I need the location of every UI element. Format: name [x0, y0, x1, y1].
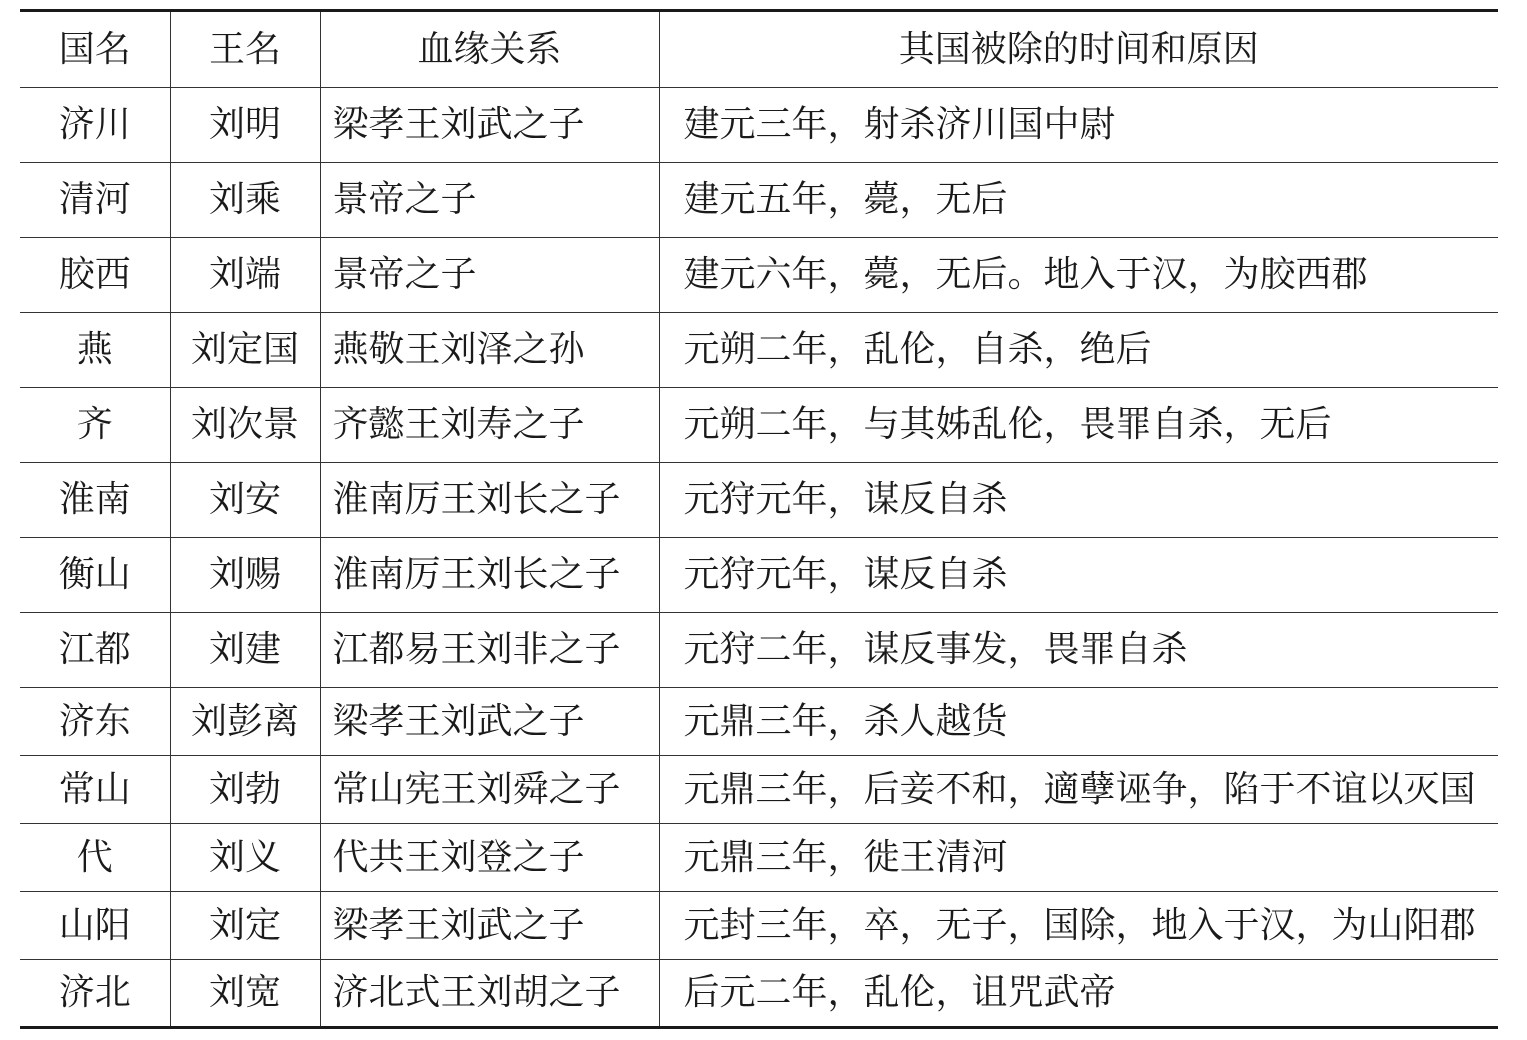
- table-row: [20, 613, 1498, 688]
- cell-abolition-reason: 元狩元年，谋反自杀: [659, 538, 1498, 613]
- cell-abolition-reason: 元鼎三年，徙王清河: [659, 824, 1498, 892]
- cell-lineage: 淮南厉王刘长之子: [320, 538, 659, 613]
- table-row: [20, 88, 1498, 163]
- cell-king-name: 刘宽: [170, 960, 320, 1028]
- cell-king-name: 刘端: [170, 238, 320, 313]
- cell-state-name: 淮南: [20, 463, 170, 538]
- cell-lineage: 梁孝王刘武之子: [320, 892, 659, 960]
- cell-lineage: 梁孝王刘武之子: [320, 88, 659, 163]
- table-row: [20, 238, 1498, 313]
- cell-abolition-reason: 建元六年，薨，无后。地入于汉，为胶西郡: [659, 238, 1498, 313]
- cell-king-name: 刘赐: [170, 538, 320, 613]
- table-row: [20, 388, 1498, 463]
- cell-abolition-reason: 建元五年，薨，无后: [659, 163, 1498, 238]
- cell-king-name: 刘勃: [170, 756, 320, 824]
- cell-state-name: 山阳: [20, 892, 170, 960]
- cell-abolition-reason: 元朔二年，与其姊乱伦，畏罪自杀，无后: [659, 388, 1498, 463]
- cell-lineage: 燕敬王刘泽之孙: [320, 313, 659, 388]
- header-lineage: 血缘关系: [320, 11, 659, 88]
- cell-king-name: 刘彭离: [170, 688, 320, 756]
- table-row: [20, 313, 1498, 388]
- cell-abolition-reason: 元狩二年，谋反事发，畏罪自杀: [659, 613, 1498, 688]
- cell-state-name: 燕: [20, 313, 170, 388]
- cell-king-name: 刘定国: [170, 313, 320, 388]
- cell-lineage: 常山宪王刘舜之子: [320, 756, 659, 824]
- princely-states-table: [20, 9, 1498, 1029]
- header-state-name: 国名: [20, 11, 170, 88]
- table-row: [20, 756, 1498, 824]
- table-row: [20, 538, 1498, 613]
- cell-state-name: 济北: [58, 972, 131, 1013]
- cell-abolition-reason: 元朔二年，乱伦，自杀，绝后: [659, 313, 1498, 388]
- cell-king-name: 刘安: [170, 463, 320, 538]
- cell-lineage: 淮南厉王刘长之子: [320, 463, 659, 538]
- table-row: [20, 960, 1498, 1028]
- cell-state-name: 清河: [20, 163, 170, 238]
- cell-king-name: 刘定: [170, 892, 320, 960]
- cell-state-name: 济东: [20, 688, 170, 756]
- table-row: [20, 824, 1498, 892]
- cell-king-name: 刘建: [170, 613, 320, 688]
- table-row: [20, 463, 1498, 538]
- cell-king-name: 刘乘: [170, 163, 320, 238]
- cell-lineage: 代共王刘登之子: [320, 824, 659, 892]
- cell-abolition-reason: 后元二年，乱伦，诅咒武帝: [659, 960, 1498, 1028]
- cell-lineage: 景帝之子: [320, 163, 659, 238]
- cell-abolition-reason: 建元三年，射杀济川国中尉: [659, 88, 1498, 163]
- cell-lineage: 梁孝王刘武之子: [320, 688, 659, 756]
- table-row: [20, 892, 1498, 960]
- table-row: [20, 688, 1498, 756]
- cell-state-name: 胶西: [20, 238, 170, 313]
- cell-king-name: 刘义: [170, 824, 320, 892]
- cell-abolition-reason: 元鼎三年，杀人越货: [659, 688, 1498, 756]
- cell-abolition-reason: 元鼎三年，后妾不和，適孽诬争，陷于不谊以灭国: [659, 756, 1498, 824]
- cell-abolition-reason: 元狩元年，谋反自杀: [659, 463, 1498, 538]
- cell-state-name: 常山: [20, 756, 170, 824]
- cell-king-name: 刘明: [170, 88, 320, 163]
- cell-state-name: 齐: [20, 388, 170, 463]
- cell-state-name: 代: [20, 824, 170, 892]
- cell-abolition-reason: 元封三年，卒，无子，国除，地入于汉，为山阳郡: [659, 892, 1498, 960]
- cell-state-name: 江都: [20, 613, 170, 688]
- cell-lineage: 江都易王刘非之子: [320, 613, 659, 688]
- cell-lineage: 景帝之子: [320, 238, 659, 313]
- header-king-name: 王名: [170, 11, 320, 88]
- history-table-container: [20, 9, 1498, 1029]
- header-abolition-reason: 其国被除的时间和原因: [659, 11, 1498, 88]
- cell-state-name: 济川: [20, 88, 170, 163]
- cell-state-name: 衡山: [20, 538, 170, 613]
- table-row: [20, 163, 1498, 238]
- cell-lineage: 济北式王刘胡之子: [320, 960, 659, 1028]
- cell-lineage: 齐懿王刘寿之子: [320, 388, 659, 463]
- cell-king-name: 刘次景: [170, 388, 320, 463]
- table-header-row: [20, 11, 1498, 88]
